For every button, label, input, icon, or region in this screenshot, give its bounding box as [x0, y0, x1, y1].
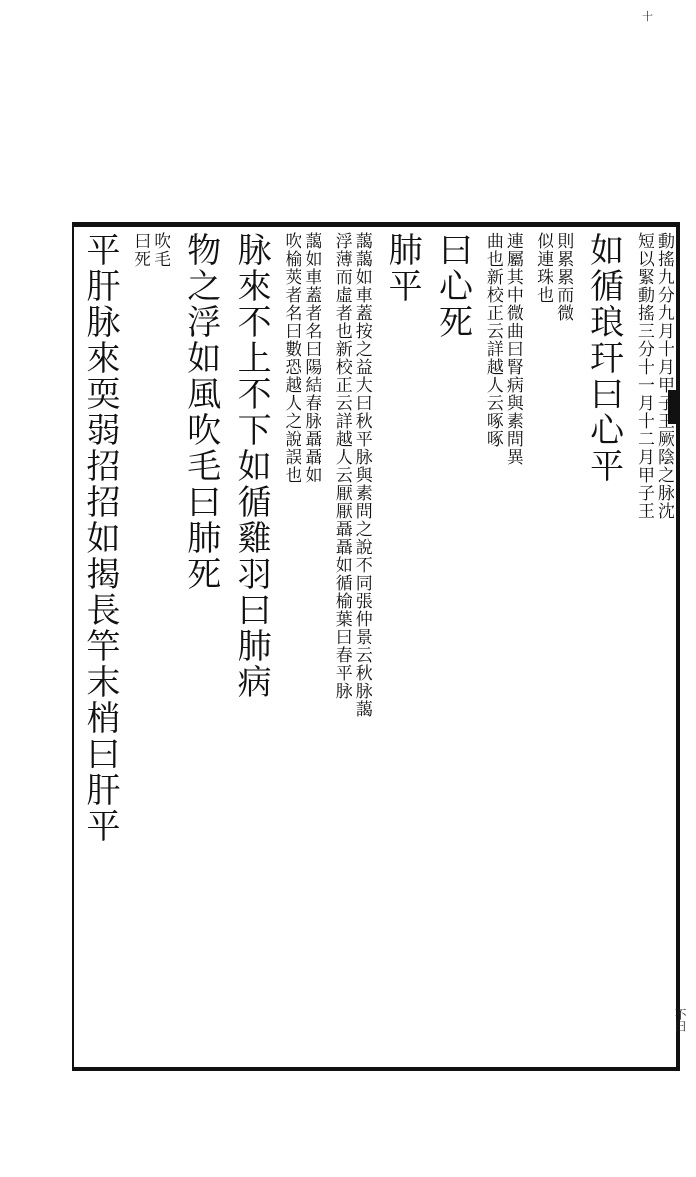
commentary-line: 連屬其中微曲曰腎病與素問異 [502, 232, 523, 466]
text-column-7 [332, 232, 372, 1052]
text-column-9: 脉來不上不下如循雞羽曰肺病 [231, 232, 272, 700]
text-column-6: 肺平 [382, 232, 423, 304]
commentary-line: 浮薄而虛者也新校正云詳越人云厭厭聶聶如循榆葉曰春平脉 [331, 232, 352, 700]
text-column-1 [634, 232, 674, 1052]
commentary-line: 動搖九分九月十月甲子王厥陰之脉沈 [653, 232, 674, 520]
commentary-line: 則累累而微 [553, 232, 574, 322]
text-column-10: 物之浮如風吹毛曰肺死 [180, 232, 221, 592]
text-column-2: 如循琅玕曰心平 [583, 232, 624, 484]
margin-mark-bottom-right: 不曰 [673, 1008, 687, 1032]
commentary-line: 吹榆莢者名曰數恐越人之說誤也 [281, 232, 302, 484]
text-column-8 [281, 232, 321, 1052]
text-column-3 [533, 232, 573, 1052]
text-column-5: 曰心死 [432, 232, 473, 340]
commentary-line: 曰死 [130, 232, 151, 268]
text-column-4 [483, 232, 523, 1052]
text-columns [80, 232, 674, 1052]
text-column-12: 平肝脉來耎弱招招如揭長竿末梢曰肝平 [80, 232, 120, 844]
margin-mark-top: 十 [642, 10, 653, 23]
frame-right-rule [676, 222, 680, 1067]
commentary-line: 短以緊動搖三分十一月十二月甲子王 [633, 232, 654, 520]
commentary-line: 藹如車蓋者名曰陽結春脉聶聶如 [301, 232, 322, 484]
commentary-line: 曲也新校正云詳越人云啄啄 [482, 232, 503, 448]
commentary-line: 似連珠也 [533, 232, 554, 304]
commentary-line: 藹藹如車蓋按之益大曰秋平脉與素問之說不同張仲景云秋脉藹 [351, 232, 372, 718]
text-column-11 [130, 232, 170, 1052]
commentary-line: 吹毛 [150, 232, 171, 268]
